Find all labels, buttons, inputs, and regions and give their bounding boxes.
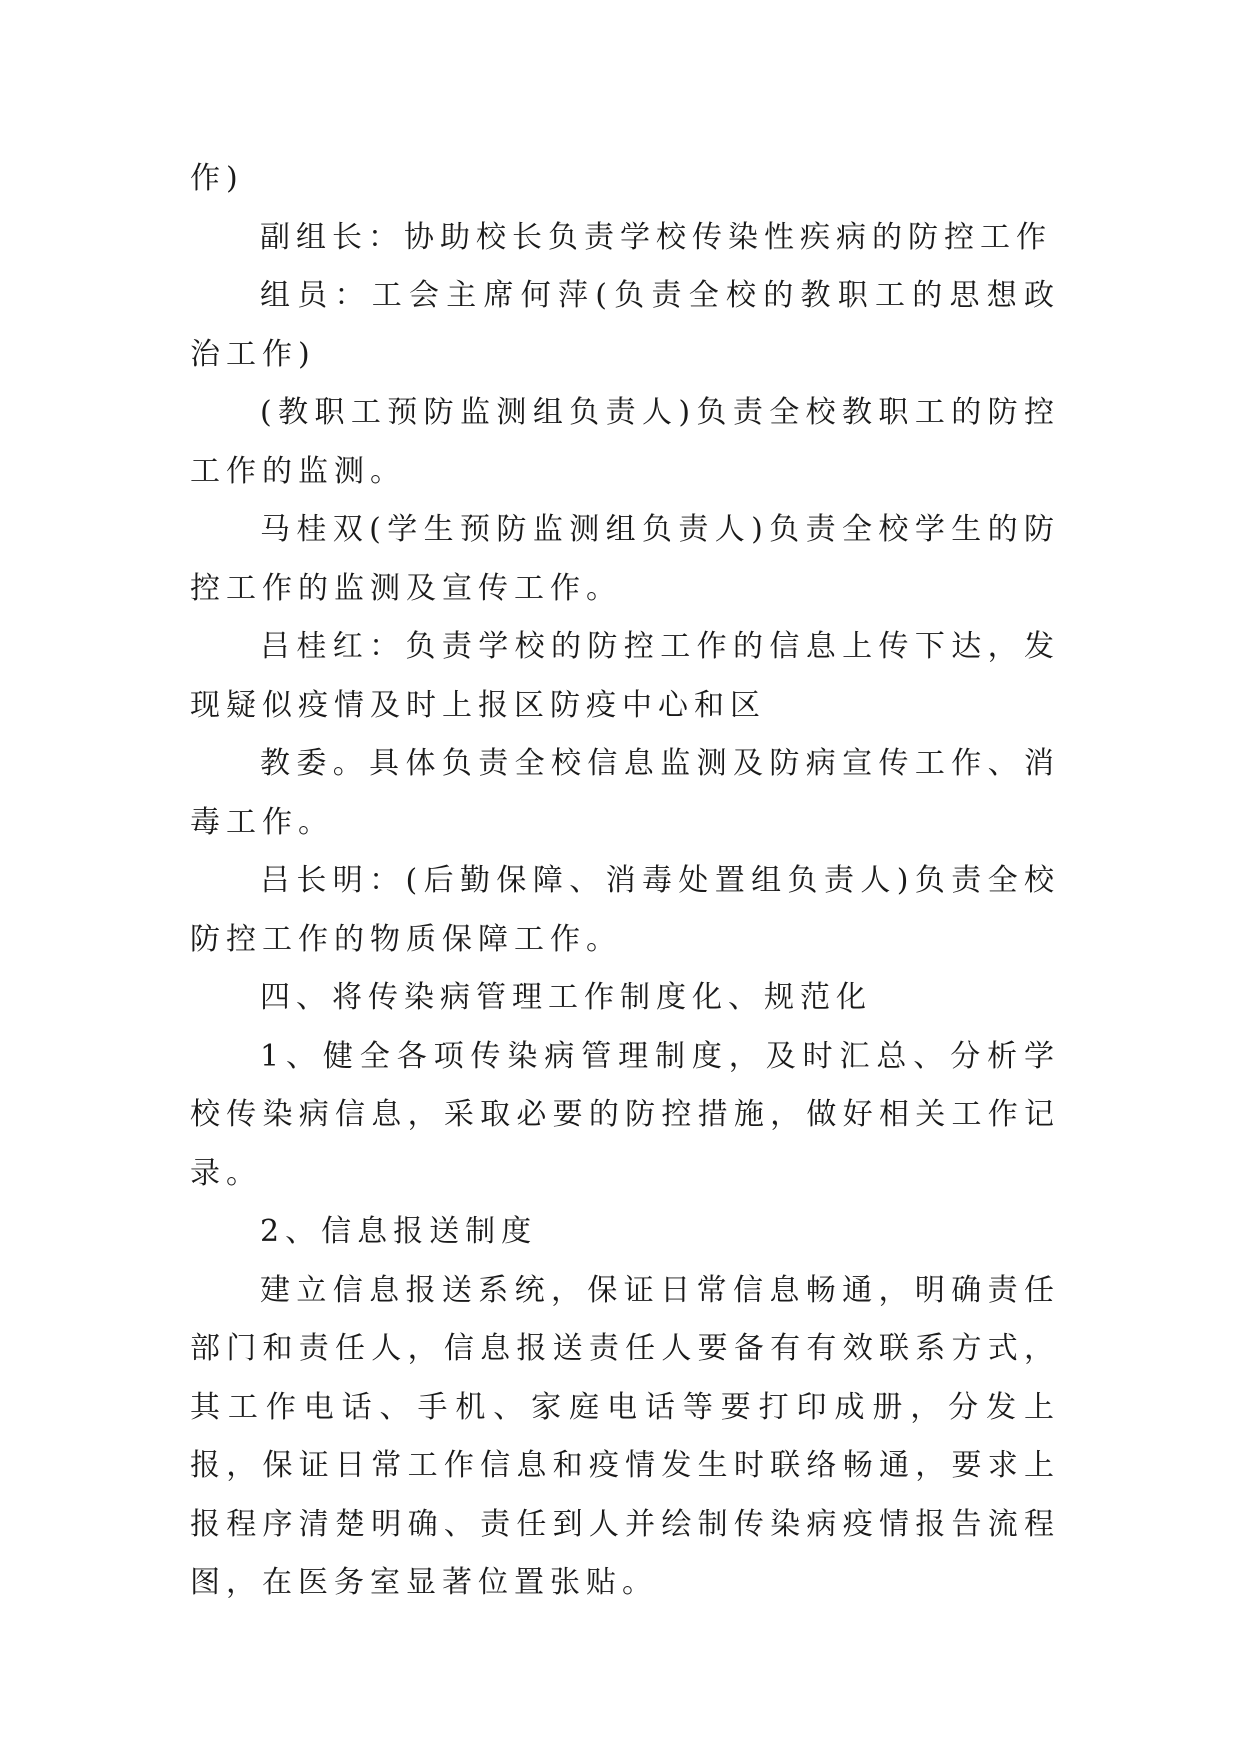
paragraph-reporting-system: 建立信息报送系统，保证日常信息畅通，明确责任部门和责任人，信息报送责任人要备有有效联系方式，其工作电话、手机、家庭电话等要打印成册，分发上报，保证日常工作信息和疫情发生时联络畅通，要求上报程序清楚明确、责任到人并绘制传染病疫情报告流程图，在医务室显著位置张贴。 [190,1272,1060,1600]
paragraph-education-committee: 教委。具体负责全校信息监测及防病宣传工作、消毒工作。 [190,746,1060,840]
paragraph-info-reporting: 吕桂红：负责学校的防控工作的信息上传下达，发现疑似疫情及时上报区防疫中心和区 [190,629,1060,723]
paragraph-item-one: 1、健全各项传染病管理制度，及时汇总、分析学校传染病信息，采取必要的防控措施，做好相关工作记录。 [190,1038,1060,1191]
paragraph-student-monitoring: 马桂双(学生预防监测组负责人)负责全校学生的防控工作的监测及宣传工作。 [190,512,1060,606]
paragraph-staff-monitoring: (教职工预防监测组负责人)负责全校教职工的防控工作的监测。 [190,395,1060,489]
paragraph-members: 组员：工会主席何萍(负责全校的教职工的思想政治工作) [190,278,1060,372]
section-heading-four: 四、将传染病管理工作制度化、规范化 [260,980,872,1015]
paragraph-deputy-leader: 副组长：协助校长负责学校传染性疾病的防控工作 [260,219,1052,255]
paragraph-item-two-heading: 2、信息报送制度 [260,1214,538,1249]
document-body [190,150,1060,1613]
paragraph-continuation: 作) [190,161,244,196]
paragraph-logistics: 吕长明：(后勤保障、消毒处置组负责人)负责全校防控工作的物质保障工作。 [190,863,1060,957]
